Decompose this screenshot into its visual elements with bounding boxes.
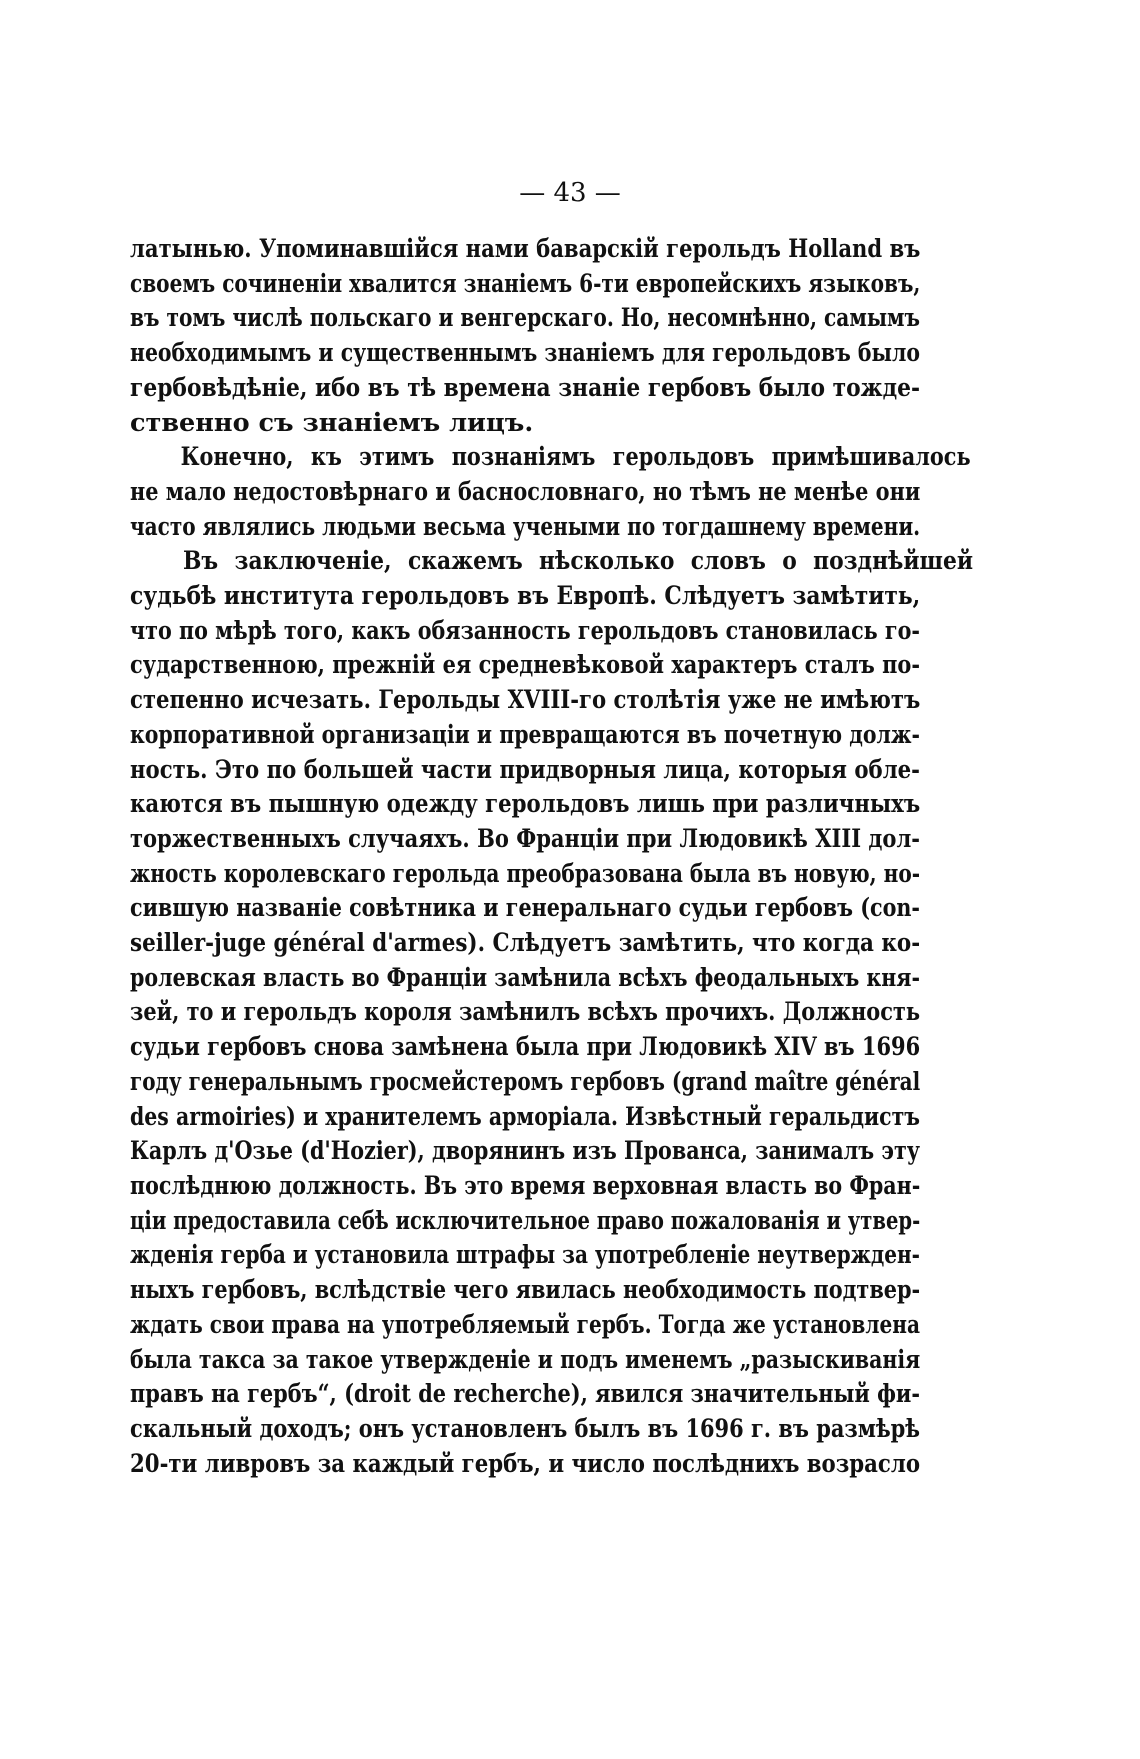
text-line: сившую названіе совѣтника и генеральнаго судьи гербовъ (con- xyxy=(130,893,920,924)
text-line: скальный доходъ; онъ установленъ былъ въ 1696 г. въ размѣрѣ xyxy=(130,1413,920,1444)
text-line: ціи предоставила себѣ исключительное право пожалованія и утвер- xyxy=(130,1205,921,1236)
text-line: степенно исчезать. Герольды XVIII-го столѣтія уже не имѣютъ xyxy=(130,685,921,716)
text-line: ждать свои права на употребляемый гербъ. Тогда же установлена xyxy=(130,1309,920,1340)
text-line: часто являлись людьми весьма учеными по тогдашнему времени. xyxy=(130,511,921,542)
text-line: seiller-juge général d'armes). Слѣдуетъ замѣтить, что когда ко- xyxy=(130,928,921,959)
text-line: корпоративной организаціи и превращаются въ почетную долж- xyxy=(130,719,920,750)
body-text xyxy=(130,232,974,1481)
text-line: жденія герба и установила штрафы за употребленіе неутвержден- xyxy=(130,1240,920,1271)
page-number: — 43 — xyxy=(519,178,621,208)
text-line: каются въ пышную одежду герольдовъ лишь при различныхъ xyxy=(130,789,921,820)
text-line: не мало недостовѣрнаго и баснословнаго, но тѣмъ не менѣе они xyxy=(130,476,921,507)
text-line: была такса за такое утвержденіе и подъ именемъ „разыскиванія xyxy=(130,1344,921,1375)
text-line: ственно съ знаніемъ лицъ. xyxy=(130,407,534,438)
text-line: судьи гербовъ снова замѣнена была при Людовикѣ XIV въ 1696 xyxy=(130,1032,921,1063)
text-line: необходимымъ и существеннымъ знаніемъ для герольдовъ было xyxy=(130,338,920,369)
text-line: des armoiries) и хранителемъ арморіала. Извѣстный геральдистъ xyxy=(130,1101,920,1132)
text-line: латынью. Упоминавшійся нами баварскій герольдъ Holland въ xyxy=(130,234,921,264)
text-line: въ томъ числѣ польскаго и венгерскаго. Но, несомнѣнно, самымъ xyxy=(130,303,920,334)
text-line: торжественныхъ случаяхъ. Во Франціи при Людовикѣ XIII дол- xyxy=(130,823,920,854)
text-line: правъ на гербъ“, (droit de recherche), явился значительный фи- xyxy=(130,1379,920,1410)
text-line: 20-ти ливровъ за каждый гербъ, и число послѣднихъ возрасло xyxy=(130,1448,920,1479)
text-line: Карлъ д'Озье (d'Hozier), дворянинъ изъ Прованса, занималъ эту xyxy=(130,1136,920,1167)
text-line: гербовѣдѣніе, ибо въ тѣ времена знаніе гербовъ было тожде- xyxy=(130,372,920,403)
text-line: что по мѣрѣ того, какъ обязанность герольдовъ становилась го- xyxy=(130,615,920,646)
text-line: зей, то и герольдъ короля замѣнилъ всѣхъ прочихъ. Должность xyxy=(130,997,921,1028)
text-line: ныхъ гербовъ, вслѣдствіе чего явилась необходимость подтвер- xyxy=(130,1275,921,1306)
text-line: Въ заключеніе, скажемъ нѣсколько словъ о позднѣйшей xyxy=(183,546,974,577)
text-line: послѣднюю должность. Въ это время верховная власть во Фран- xyxy=(130,1170,921,1201)
text-line: ность. Это по большей части придворныя лица, которыя обле- xyxy=(130,754,920,785)
text-line: Конечно, къ этимъ познаніямъ герольдовъ примѣшивалось xyxy=(180,442,971,473)
text-line: ролевская власть во Франціи замѣнила всѣхъ феодальныхъ кня- xyxy=(130,962,920,993)
text-line: судьбѣ института герольдовъ въ Европѣ. Слѣдуетъ замѣтить, xyxy=(130,581,921,612)
text-line: своемъ сочиненіи хвалится знаніемъ 6-ти европейскихъ языковъ, xyxy=(130,268,921,299)
text-line: сударственною, прежній ея средневѣковой характеръ сталъ по- xyxy=(130,650,920,681)
text-line: году генеральнымъ гросмейстеромъ гербовъ (grand maître général xyxy=(130,1066,921,1097)
text-line: жность королевскаго герольда преобразована была въ новую, но- xyxy=(130,858,921,889)
